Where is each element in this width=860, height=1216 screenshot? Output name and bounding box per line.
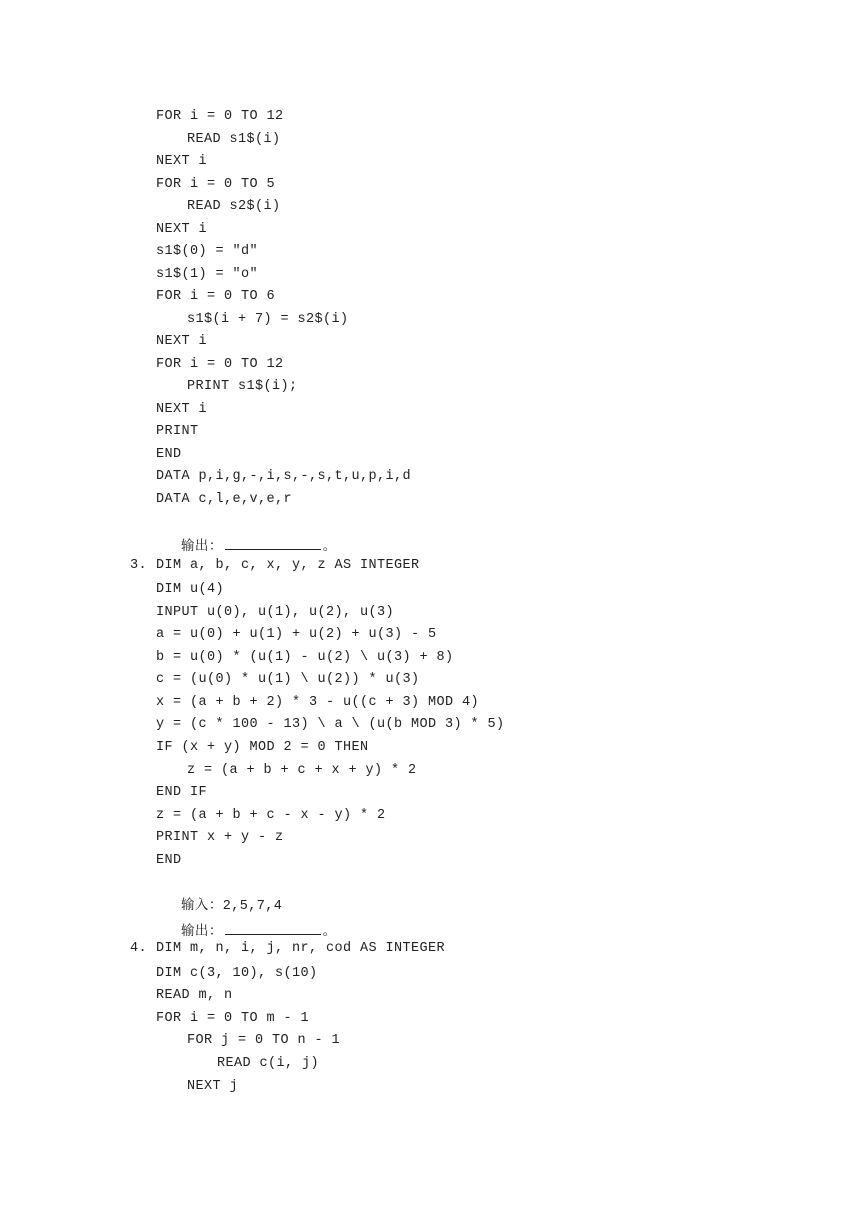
code-line: INPUT u(0), u(1), u(2), u(3) [156,605,395,620]
code-line: DIM u(4) [156,582,225,597]
answer-blank [225,534,321,550]
question-number: 4. [130,941,148,956]
code-line: DIM c(3, 10), s(10) [156,966,318,981]
answer-blank [225,919,321,935]
question-number: 3. [130,558,148,573]
code-line: IF (x + y) MOD 2 = 0 THEN [156,740,369,755]
end-mark: 。 [322,538,337,554]
code-line: x = (a + b + 2) * 3 - u((c + 3) MOD 4) [156,695,480,710]
code-line: DIM a, b, c, x, y, z AS INTEGER [156,558,420,573]
code-line: FOR j = 0 TO n - 1 [187,1033,341,1048]
code-line: DIM m, n, i, j, nr, cod AS INTEGER [156,941,446,956]
code-line: READ c(i, j) [217,1056,320,1071]
input-value: 2,5,7,4 [222,899,283,914]
code-line: NEXT j [187,1079,239,1094]
code-line: s1$(i + 7) = s2$(i) [187,312,349,327]
code-line: DATA c,l,e,v,e,r [156,492,293,507]
code-line: s1$(1) = "o" [156,267,259,282]
code-line: READ s2$(i) [187,199,281,214]
code-line: FOR i = 0 TO 5 [156,177,276,192]
output-label: 输出： [181,538,223,554]
code-line: DATA p,i,g,-,i,s,-,s,t,u,p,i,d [156,469,412,484]
code-line: END [156,853,182,868]
code-line: FOR i = 0 TO 6 [156,289,276,304]
code-line: FOR i = 0 TO 12 [156,109,284,124]
code-line: READ s1$(i) [187,132,281,147]
code-line: c = (u(0) * u(1) \ u(2)) * u(3) [156,672,420,687]
code-line: PRINT [156,424,199,439]
code-line: y = (c * 100 - 13) \ a \ (u(b MOD 3) * 5) [156,717,505,732]
code-line: z = (a + b + c - x - y) * 2 [156,808,386,823]
input-line [130,872,283,914]
code-line: READ m, n [156,988,233,1003]
code-line: PRINT s1$(i); [187,379,298,394]
input-label: 输入： [181,897,223,913]
output-label: 输出： [181,923,223,939]
code-line: s1$(0) = "d" [156,244,259,259]
output-answer-line [130,512,337,554]
code-line: z = (a + b + c + x + y) * 2 [187,763,417,778]
code-line: NEXT i [156,402,208,417]
code-line: PRINT x + y - z [156,830,284,845]
output-answer-line [130,897,337,939]
code-line: FOR i = 0 TO 12 [156,357,284,372]
code-line: NEXT i [156,154,208,169]
code-line: a = u(0) + u(1) + u(2) + u(3) - 5 [156,627,437,642]
code-line: b = u(0) * (u(1) - u(2) \ u(3) + 8) [156,650,454,665]
end-mark: 。 [322,923,337,939]
code-line: END [156,447,182,462]
code-line: FOR i = 0 TO m - 1 [156,1011,310,1026]
code-line: END IF [156,785,208,800]
code-line: NEXT i [156,222,208,237]
code-line: NEXT i [156,334,208,349]
